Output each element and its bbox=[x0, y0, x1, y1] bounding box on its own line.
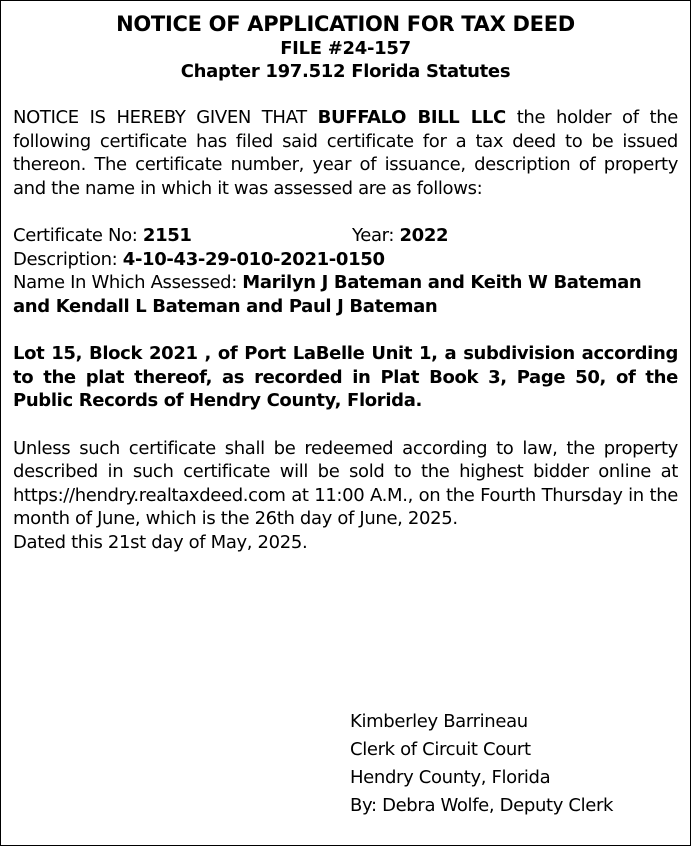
certificate-number: 2151 bbox=[142, 225, 192, 246]
assessed-label: Name In Which Assessed: bbox=[13, 272, 243, 293]
description-row bbox=[13, 248, 678, 272]
deputy-clerk: By: Debra Wolfe, Deputy Clerk bbox=[350, 795, 614, 816]
clerk-title: Clerk of Circuit Court bbox=[350, 739, 531, 760]
assessed-row bbox=[13, 271, 678, 318]
certificate-number-label: Certificate No: bbox=[13, 225, 143, 246]
intro-paragraph bbox=[13, 106, 678, 200]
notice-title: NOTICE OF APPLICATION FOR TAX DEED bbox=[116, 12, 575, 36]
certificate-row bbox=[13, 224, 678, 248]
clerk-name: Kimberley Barrineau bbox=[350, 711, 528, 732]
intro-after: the holder of the following certificate has filed said certificate for a tax deed to be issued thereon. The certificate number, year of issuance, description of property and the name in which it was assessed are as follows: bbox=[13, 107, 678, 199]
legal-description: Lot 15, Block 2021 , of Port LaBelle Unit 1, a subdivision according to the plat thereof, as recorded in Plat Book 3, Page 50, of the Public Records of Hendry County, Florida. bbox=[13, 343, 678, 411]
notice-body bbox=[1, 106, 690, 554]
certificate-details bbox=[13, 224, 678, 318]
parcel-description: 4-10-43-29-010-2021-0150 bbox=[122, 248, 385, 270]
sale-paragraph: Unless such certificate shall be redeemed according to law, the property described in such certificate will be sold to the highest bidder online at https://hendry.realtaxdeed.com at 11:00 A.M., on the Fourth Thursday in the month of June, which is the 26th day of June, 2025. bbox=[13, 437, 678, 529]
file-number: FILE #24-157 bbox=[280, 38, 411, 59]
notice-header bbox=[1, 11, 690, 83]
dated-line: Dated this 21st day of May, 2025. bbox=[13, 531, 308, 553]
description-label: Description: bbox=[13, 248, 123, 270]
clerk-county: Hendry County, Florida bbox=[350, 767, 551, 788]
intro-before: NOTICE IS HEREBY GIVEN THAT bbox=[13, 107, 318, 128]
certificate-year-field bbox=[352, 224, 448, 248]
statute-chapter: Chapter 197.512 Florida Statutes bbox=[180, 61, 511, 82]
assessed-names: Marilyn J Bateman and Keith W Bateman and Kendall L Bateman and Paul J Bateman bbox=[13, 272, 642, 317]
certificate-year: 2022 bbox=[399, 225, 449, 246]
certificate-year-label: Year: bbox=[352, 225, 400, 246]
certificate-holder: BUFFALO BILL LLC bbox=[317, 107, 506, 128]
signature-block bbox=[350, 708, 613, 820]
